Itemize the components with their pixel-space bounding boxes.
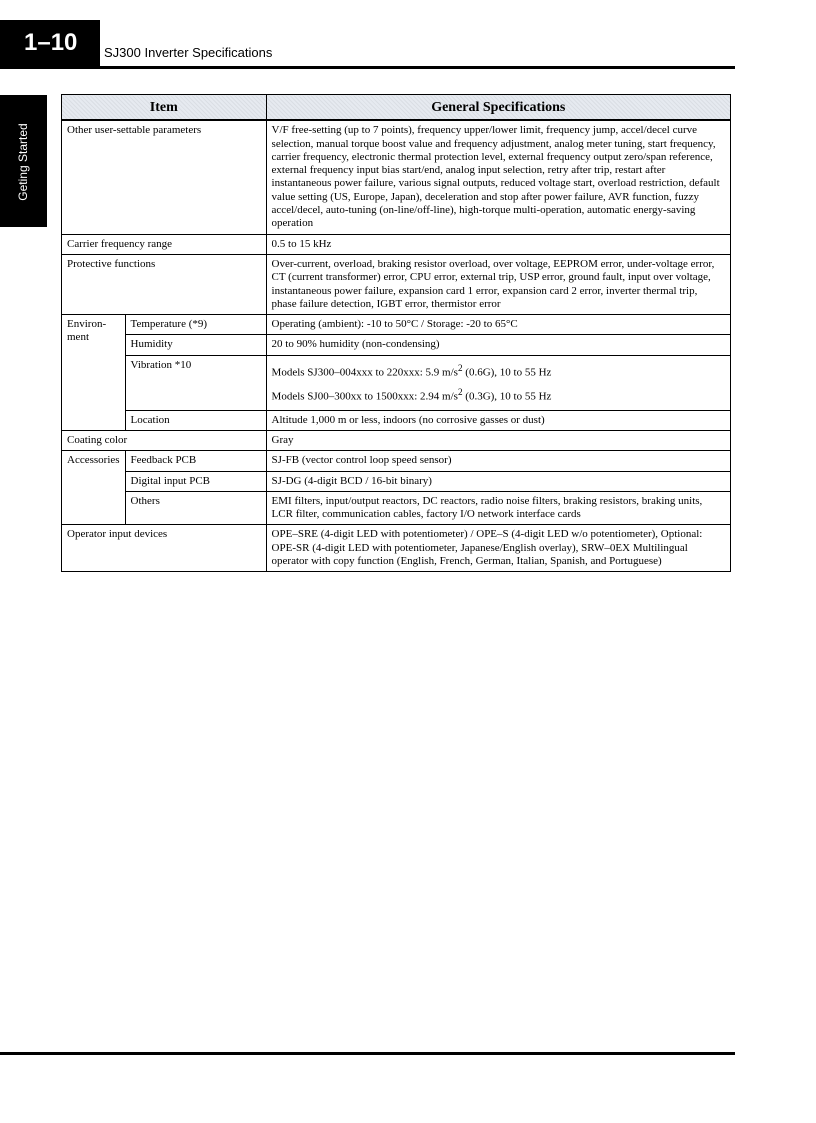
vibration-line-1-rest: (0.6G), 10 to 55 Hz bbox=[462, 366, 552, 379]
row-sublabel: Vibration *10 bbox=[125, 355, 266, 410]
vibration-line-2-text: Models SJ00–300xx to 1500xxx: 2.94 m/s bbox=[271, 390, 458, 403]
table-row bbox=[62, 430, 731, 450]
specifications-table bbox=[61, 94, 731, 572]
table-row bbox=[62, 355, 731, 410]
table-row bbox=[62, 335, 731, 355]
row-sublabel: Digital input PCB bbox=[125, 471, 266, 491]
row-label: Other user-settable parameters bbox=[62, 120, 267, 234]
table-row bbox=[62, 491, 731, 525]
table-row bbox=[62, 234, 731, 254]
row-sublabel: Others bbox=[125, 491, 266, 525]
row-spec: Altitude 1,000 m or less, indoors (no corrosive gasses or dust) bbox=[266, 410, 730, 430]
table-row bbox=[62, 525, 731, 572]
table-row bbox=[62, 410, 731, 430]
exponent: 2 bbox=[457, 362, 463, 373]
vibration-line-1-text: Models SJ300–004xxx to 220xxx: 5.9 m/s bbox=[271, 366, 458, 379]
row-spec: SJ-DG (4-digit BCD / 16-bit binary) bbox=[266, 471, 730, 491]
vibration-line-2 bbox=[272, 383, 725, 407]
row-spec: Operating (ambient): -10 to 50°C / Storage: -20 to 65°C bbox=[266, 315, 730, 335]
vibration-line-2-rest: (0.3G), 10 to 55 Hz bbox=[462, 390, 552, 403]
vibration-line-1 bbox=[272, 359, 725, 383]
group-label-accessories: Accessories bbox=[62, 451, 126, 525]
footer-rule bbox=[0, 1052, 735, 1055]
row-spec: OPE–SRE (4-digit LED with potentiometer) / OPE–S (4-digit LED w/o potentiometer), Optional: OPE-SR (4-digit LED with potentiometer, Japanese/English overlay), SRW–0EX Multilingual operator with copy function (English, French, German, Italian, Spanish, and Portuguese) bbox=[266, 525, 730, 572]
table-header-row bbox=[62, 95, 731, 121]
row-sublabel: Humidity bbox=[125, 335, 266, 355]
page-number: 1–10 bbox=[0, 20, 100, 66]
row-spec: Over-current, overload, braking resistor overload, over voltage, EEPROM error, under-voltage error, CT (current transformer) error, CPU error, external trip, USP error, ground fault, input over voltage, instantaneous power failure, expansion card 1 error, expansion card 2 error, inverter thermal trip, phase failure detection, IGBT error, thermistor error bbox=[266, 254, 730, 314]
row-sublabel: Location bbox=[125, 410, 266, 430]
table-row bbox=[62, 451, 731, 471]
row-sublabel: Temperature (*9) bbox=[125, 315, 266, 335]
row-spec: EMI filters, input/output reactors, DC reactors, radio noise filters, braking resistors, braking units, LCR filter, communication cables, factory I/O network interface cards bbox=[266, 491, 730, 525]
row-spec: 20 to 90% humidity (non-condensing) bbox=[266, 335, 730, 355]
page-header-title: SJ300 Inverter Specifications bbox=[104, 45, 273, 60]
row-spec-vibration bbox=[266, 355, 730, 410]
row-label: Protective functions bbox=[62, 254, 267, 314]
table-row bbox=[62, 315, 731, 335]
header-item: Item bbox=[62, 95, 267, 121]
row-spec: V/F free-setting (up to 7 points), frequency upper/lower limit, frequency jump, accel/decel curve selection, manual torque boost value and frequency adjustment, analog meter tuning, start frequency, carrier frequency, electronic thermal protection level, external frequency output zero/span reference, external frequency input bias start/end, analog input selection, retry after trip, restart after instantaneous power failure, various signal outputs, reduced voltage start, overload restriction, default value setting (US, Europe, Japan), deceleration and stop after power failure, AVR function, fuzzy accel/decel, auto-tuning (on-line/off-line), high-torque multi-operation, automatic energy-saving operation bbox=[266, 120, 730, 234]
row-sublabel: Feedback PCB bbox=[125, 451, 266, 471]
header-rule bbox=[0, 66, 735, 69]
row-label: Carrier frequency range bbox=[62, 234, 267, 254]
group-label-environment: Environ-ment bbox=[62, 315, 126, 431]
row-spec: 0.5 to 15 kHz bbox=[266, 234, 730, 254]
row-spec: Gray bbox=[266, 430, 730, 450]
table-row bbox=[62, 120, 731, 234]
exponent: 2 bbox=[457, 386, 463, 397]
row-spec: SJ-FB (vector control loop speed sensor) bbox=[266, 451, 730, 471]
chapter-side-tab-label: Geting Started bbox=[16, 123, 30, 201]
row-label: Coating color bbox=[62, 430, 267, 450]
header-general-specifications: General Specifications bbox=[266, 95, 730, 121]
row-label: Operator input devices bbox=[62, 525, 267, 572]
table-row bbox=[62, 471, 731, 491]
table-row bbox=[62, 254, 731, 314]
